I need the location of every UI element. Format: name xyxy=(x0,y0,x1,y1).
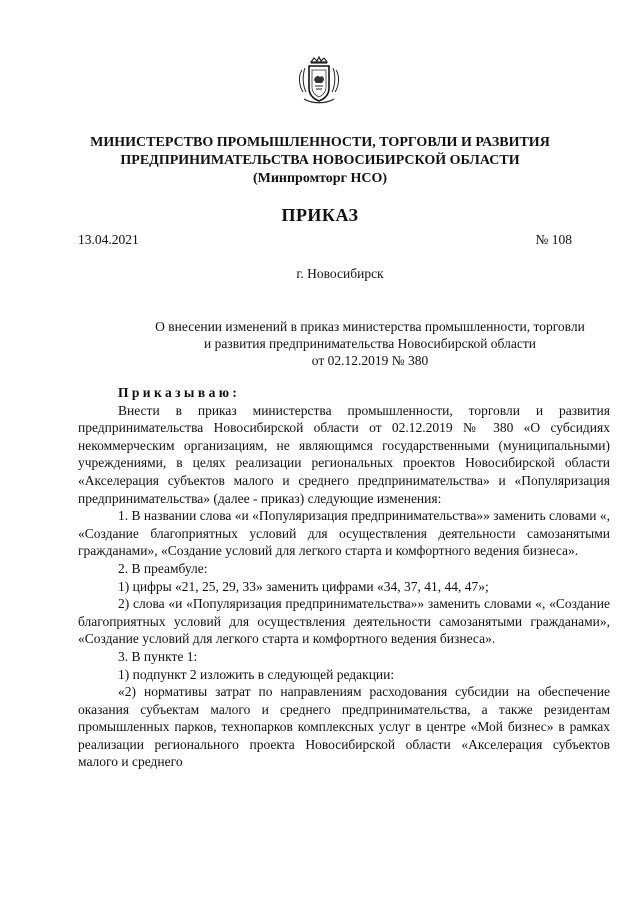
paragraph: 1) подпункт 2 изложить в следующей редакции: xyxy=(118,666,395,682)
document-subject xyxy=(120,318,620,369)
document-date: 13.04.2021 xyxy=(78,232,139,247)
subject-line: и развития предпринимательства Новосибирской области xyxy=(204,336,536,351)
paragraph: Внести в приказ министерства промышленности, торговли и развития предпринимательства Новосибирской области от 02.12.2019 № 380 «О субсидиях некоммерческим организациям, не являющимся государственными (муниципальными) учреждениями, в целях реализации региональных проектов Новосибирской области «Акселерация субъектов малого и среднего предпринимательства» и «Популяризация предпринимательства» (далее - приказ) следующие изменения: xyxy=(78,402,610,506)
document-body xyxy=(78,384,610,771)
ministry-name-line2: ПРЕДПРИНИМАТЕЛЬСТВА НОВОСИБИРСКОЙ ОБЛАСТИ xyxy=(120,153,520,168)
coat-of-arms-icon xyxy=(296,56,342,106)
paragraph: 1) цифры «21, 25, 29, 33» заменить цифрами «34, 37, 41, 44, 47»; xyxy=(118,578,489,594)
document-type: ПРИКАЗ xyxy=(281,205,359,225)
paragraph: 1. В названии слова «и «Популяризация предпринимательства»» заменить словами «, «Создание благоприятных условий для осуществления деятельности самозанятыми гражданами», «Создание условий для легкого старта и комфортного ведения бизнеса». xyxy=(78,508,610,559)
ministry-name-line1: МИНИСТЕРСТВО ПРОМЫШЛЕННОСТИ, ТОРГОВЛИ И РАЗВИТИЯ xyxy=(90,135,550,150)
order-word: Приказываю: xyxy=(118,385,241,400)
ministry-short-name: (Минпромторг НСО) xyxy=(252,171,388,186)
subject-line: от 02.12.2019 № 380 xyxy=(311,353,429,368)
paragraph: 2. В преамбуле: xyxy=(118,560,208,576)
document-number: № 108 xyxy=(535,232,572,247)
ministry-header xyxy=(60,134,580,188)
paragraph: 3. В пункте 1: xyxy=(118,648,198,664)
subject-line: О внесении изменений в приказ министерства промышленности, торговли xyxy=(155,319,585,334)
paragraph: 2) слова «и «Популяризация предпринимательства»» заменить словами «, «Создание благоприятных условий для осуществления деятельности самозанятыми гражданами», «Создание условий для легкого старта и комфортного ведения бизнеса». xyxy=(78,596,610,647)
paragraph: «2) нормативы затрат по направлениям расходования субсидии на обеспечение оказания субъектам малого и среднего предпринимательства, а также резидентам промышленных парков, технопарков комплексных услуг в центре «Мой бизнес» в рамках реализации регионального проекта Новосибирской области «Акселерация субъектов малого и среднего xyxy=(78,684,610,770)
document-city: г. Новосибирск xyxy=(296,266,384,281)
